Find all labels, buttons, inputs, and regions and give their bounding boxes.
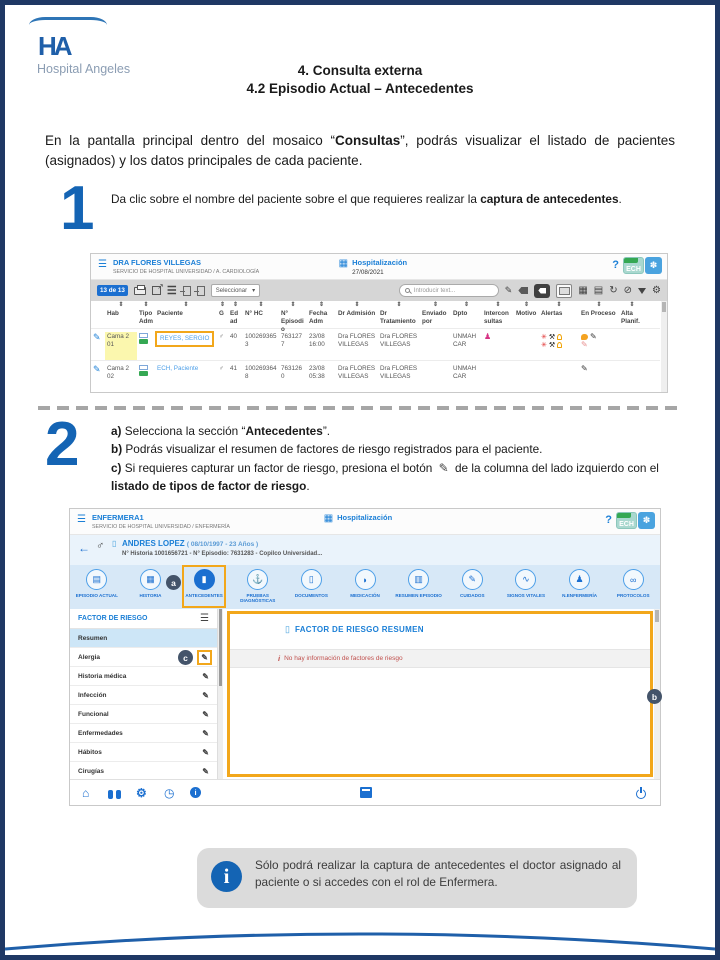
binoculars-icon[interactable] [108,790,121,799]
help-button[interactable]: ? [612,259,619,271]
chip-blue-icon [139,333,148,338]
column-header[interactable]: ⇕ Tipo Adm [139,302,153,325]
patient-row [91,328,660,360]
edit-risk-button[interactable]: ✎ [202,766,209,776]
tab-icon: ▯ [301,569,322,590]
virus-icon: ✳ [541,341,547,349]
info-icon[interactable]: i [190,787,201,798]
tab-icon: ▤ [86,569,107,590]
tool-icon: ⚒ [548,341,556,349]
sort-icon: ⇕ [143,302,149,308]
dashed-divider [38,406,682,410]
step-1-text: Da clic sobre el nombre del paciente sobre el que requieres realizar la captura de antecedentes. [111,192,622,206]
edad-cell: 41 [230,365,238,372]
note-info-icon: i [211,861,242,892]
risk-item-historia-médica[interactable]: Historia médica ✎ [70,667,217,686]
app-header [70,509,660,535]
clock-icon[interactable]: ◷ [164,785,175,800]
menu-icon[interactable]: ☰ [98,259,107,270]
risk-sidebar [70,609,218,779]
risk-item-infección[interactable]: Infección ✎ [70,686,217,705]
tool-icon: ⚒ [548,333,556,341]
bell-icon [557,334,562,340]
risk-item-resumen[interactable]: Resumen [70,629,217,648]
footer-swoosh [5,917,715,951]
patient-meta: ( 08/10/1997 - 23 Años ) [186,541,259,548]
bell-icon [557,342,562,348]
patient-row [91,360,660,392]
step-2-text: a) Selecciona la sección “Antecedentes”. b) Podrás visualizar el resumen de factores de riesgo registrados para el paciente. c) Si requieres capturar un factor de riesgo, presiona el botón ✎ de la columna del lado izquierdo con el listado de tipos de factor de riesgo. [111,424,659,494]
tab-historia[interactable]: ▦ HISTORIA [124,565,178,609]
column-header[interactable]: ⇕ N° Episodio [281,302,304,333]
patient-name-link[interactable]: REYES, SERGIO [155,331,214,347]
chip-blue-icon [139,365,148,370]
service-label: SERVICIO DE HOSPITAL UNIVERSIDAD / ENFERMERÍA [92,524,230,530]
risk-item-alergia[interactable]: Alergia c ✎ [70,648,217,667]
gender-cell: ♂ [219,365,224,372]
nhc-cell: 1002693653 [245,333,277,348]
antecedentes-content [70,609,660,779]
alertas-cell [539,364,579,366]
motivo-cell [514,332,539,334]
edit-risk-button[interactable]: ✎ [202,671,209,681]
card-view-button[interactable] [556,284,572,298]
step-1-number: 1 [60,174,95,243]
sidebar-title: FACTOR DE RIESGO [78,615,148,622]
interconsultas-cell [482,364,514,366]
info-i-icon: i [278,654,281,663]
enviado_por-cell [420,364,451,366]
section-title: 4. Consulta externa [297,63,423,78]
dr_tratamiento-cell: Dra FLORES VILLEGAS [380,333,418,348]
enviado_por-cell [420,332,451,334]
sort-icon: ⇕ [118,302,124,308]
gender-male-icon: ♂ [96,540,105,552]
tab-n-enfermería[interactable]: ♟ N.ENFERMERÍA [553,565,607,609]
edit-row-button[interactable] [91,332,105,344]
power-icon[interactable] [636,789,646,799]
interconsultas-cell [482,332,514,343]
callout-b-badge: b [647,689,662,704]
menu-icon[interactable]: ☰ [77,514,86,525]
sort-icon: ⇕ [523,302,530,308]
sort-icon: ⇕ [396,302,402,308]
sort-icon: ⇕ [432,302,439,308]
subsection-title: 4.2 Episodio Actual – Antecedentes [246,81,474,96]
risk-item-enfermedades[interactable]: Enfermedades ✎ [70,724,217,743]
logged-user: DRA FLORES VILLEGAS [113,258,202,267]
tab-icon: ▦ [140,569,161,590]
screenshot-antecedentes [69,508,661,806]
sort-icon: ⇕ [354,302,360,308]
discharge-icon[interactable] [183,286,191,296]
fecha-cell: 23/08 16:00 [309,333,325,348]
info-note [197,848,637,908]
sort-icon: ⇕ [596,302,602,308]
list-view-icon[interactable]: ▤ [593,285,604,296]
bed-cell: Cama 2 02 [107,365,130,380]
record-count-badge: 13 de 13 [97,285,128,296]
en-proceso-cell [579,364,619,374]
sort-icon: ⇕ [463,302,470,308]
sort-icon: ⇕ [232,302,239,308]
tab-icon: ⚓ [247,569,268,590]
alta-planif-cell [619,364,645,366]
alertas-cell [539,332,579,350]
summary-doc-icon: ▯ [285,624,290,634]
person-icon: ♟ [484,332,492,341]
hospital-icon: ▦ [323,513,334,524]
sort-icon: ⇕ [258,302,264,308]
nepisodio-cell: 7631260 [281,365,303,380]
external-link-icon[interactable] [152,286,161,295]
callout-c-badge: c [178,650,193,665]
column-header[interactable]: ⇕ Dr Admisión [338,302,376,317]
risk-summary-panel [227,611,653,777]
sidebar-scrollbar[interactable] [218,609,223,779]
sort-icon: ⇕ [629,302,635,308]
tag-icon[interactable] [518,287,528,294]
hospital-icon: ▦ [338,258,349,269]
column-header[interactable]: ⇕ Dpto [451,301,482,319]
column-header[interactable]: ⇕ En Proceso [581,302,616,317]
search-input[interactable]: Introducir text... [399,284,499,297]
motivo-cell [514,364,539,366]
pencil-icon: ✎ [590,332,597,341]
pencil-icon: ✎ [438,460,449,475]
hospital-angeles-logo: HA [38,31,70,61]
tab-medicación[interactable]: ◗ MEDICACIÓN [338,565,392,609]
edit-risk-button[interactable]: ✎ [202,747,209,757]
select-dropdown[interactable]: Seleccionar ▾ [211,284,260,297]
home-icon[interactable]: ⌂ [82,785,90,800]
column-header[interactable]: ⇕ Edad [228,301,243,327]
back-arrow-icon[interactable]: ← [78,541,90,555]
sort-icon: ⇕ [318,302,325,308]
dr_tratamiento-cell: Dra FLORES VILLEGAS [380,365,418,380]
list-toolbar [91,280,667,301]
patient-bar [70,535,660,565]
nhc-cell: 1002693648 [245,365,277,380]
dpto-cell: UNMAHCAR [453,333,477,348]
column-header[interactable]: ⇕ Interconsultas [482,301,514,327]
app-footer [70,779,660,805]
pencil-pink-icon: ✎ [581,340,588,349]
filter-icon[interactable] [638,288,646,294]
sort-icon: ⇕ [290,302,296,308]
fecha-cell: 23/08 05:38 [309,365,325,380]
ech-logo: ECH ✽ [616,512,655,529]
empty-message: i No hay información de factores de riesgo [230,649,650,668]
tab-protocolos[interactable]: ∞ PROTOCOLOS [606,565,660,609]
callout-a-badge: a [166,575,181,590]
sort-icon: ⇕ [183,302,189,308]
tab-signos-vitales[interactable]: ∿ SIGNOS VITALES [499,565,553,609]
app-header [91,254,667,280]
tab-icon: ✎ [462,569,483,590]
column-header[interactable]: ⇕ Paciente [155,301,217,319]
chip-green-icon [139,371,148,376]
tab-icon: ∞ [623,569,644,590]
edit-risk-button[interactable]: ✎ [202,728,209,738]
ech-logo: ECH ✽ [623,257,662,274]
edit-risk-button[interactable]: ✎ [202,690,209,700]
ech-flower-icon: ✽ [638,512,655,529]
column-header[interactable]: ⇕ Dr Tratamiento [378,301,420,327]
column-header[interactable]: ⇕ Hab [105,301,137,319]
list-menu-icon[interactable]: ☰ [166,285,177,297]
tab-antecedentes[interactable]: ▮ ANTECEDENTES [177,565,231,609]
edit-risk-button[interactable]: ✎ [202,709,209,719]
column-header[interactable]: ⇕ Alta Planif. [619,301,645,327]
column-header[interactable]: ⇕ G [219,302,226,317]
patient-name-link[interactable]: ECH, Paciente [157,365,199,372]
settings-gear-icon[interactable]: ⚙ [652,285,661,296]
cancel-icon[interactable]: ⊘ [623,285,633,296]
pencil-icon: ✎ [581,364,588,373]
module-title: Hospitalización [337,513,393,522]
edit-risk-button[interactable]: ✎ [197,650,212,665]
column-header[interactable]: ⇕ N° HC [243,301,279,319]
archive-icon[interactable] [360,787,372,798]
refresh-icon[interactable]: ↻ [609,285,618,296]
section-tabs [70,565,660,609]
sort-icon: ⇕ [556,302,562,308]
tab-resumen-episodio[interactable]: ▥ RESUMEN EPISODIO [392,565,446,609]
tab-icon: ♟ [569,569,590,590]
pencil-blue-icon: ✎ [93,332,101,342]
dr_admision-cell: Dra FLORES VILLEGAS [338,333,376,348]
risk-item-cirugías[interactable]: Cirugías ✎ [70,762,217,781]
column-header[interactable]: ⇕ Fecha Adm [307,301,336,327]
tag-white-icon [538,288,546,294]
logged-user: ENFERMERA1 [92,513,144,522]
admission-type-icons [137,364,155,377]
tab-cuidados[interactable]: ✎ CUIDADOS [445,565,499,609]
column-header[interactable]: ⇕ Motivo [516,302,537,317]
sort-icon: ⇕ [495,302,501,308]
sidebar-menu-icon[interactable]: ☰ [200,613,209,624]
vertical-scrollbar[interactable] [661,301,667,392]
tab-icon: ▥ [408,569,429,590]
tab-documentos[interactable]: ▯ DOCUMENTOS [285,565,339,609]
risk-item-hábitos[interactable]: Hábitos ✎ [70,743,217,762]
transfer-icon[interactable] [197,286,205,296]
chip-green-icon [139,339,148,344]
bed-cell: Cama 2 01 [105,332,137,360]
dr_admision-cell: Dra FLORES VILLEGAS [338,365,376,380]
admission-type-icons [137,332,155,345]
patient-name: ANDRES LOPEZ ( 08/10/1997 - 23 Años ) [122,539,259,548]
hospital-angeles-brand: Hospital Angeles [37,62,131,76]
gear-icon[interactable]: ⚙ [136,785,147,800]
tag-view-button[interactable] [534,284,550,298]
tab-episodio-actual[interactable]: ▤ EPISODIO ACTUAL [70,565,124,609]
pen-icon[interactable]: ✎ [504,285,513,295]
service-label: SERVICIO DE HOSPITAL UNIVERSIDAD / A. CARDIOLOGÍA [113,269,260,275]
virus-icon: ✳ [541,333,547,341]
alta-planif-cell [619,332,645,334]
module-date: 27/08/2021 [352,269,384,276]
patient-doc-icon: ▯ [112,539,117,548]
patient-details: N° Historia 1001656721 - N° Episodio: 7631283 - Copilco Universidad... [122,551,323,557]
step-2-number: 2 [45,410,80,479]
tab-pruebas-diagnósticas[interactable]: ⚓ PRUEBAS DIAGNÓSTICAS [231,565,285,609]
risk-item-funcional[interactable]: Funcional ✎ [70,705,217,724]
note-text: Sólo podrá realizar la captura de antecedentes el doctor asignado al paciente o si accedes con el rol de Enfermera. [255,858,621,889]
tab-icon: ▮ [194,569,215,590]
print-icon[interactable] [134,287,146,295]
search-icon [405,288,410,293]
column-header[interactable]: ⇕ Alertas [539,301,579,319]
dpto-cell: UNMAHCAR [453,365,477,380]
chevron-down-icon: ▾ [252,288,256,294]
nepisodio-cell: 7631277 [281,333,303,348]
screenshot-patient-list [90,253,668,393]
gender-cell: ♂ [219,333,224,340]
module-title: Hospitalización [352,258,408,267]
tab-icon: ∿ [515,569,536,590]
intro-paragraph: En la pantalla principal dentro del mosaico “Consultas”, podrás visualizar el listado de pacientes (asignados) y los datos principales de cada paciente. [45,132,675,168]
ech-flower-icon: ✽ [645,257,662,274]
column-header[interactable]: ⇕ Enviado por [420,301,451,327]
panel-title: FACTOR DE RIESGO RESUMEN [294,625,424,634]
edit-row-button[interactable] [91,364,105,376]
en-proceso-cell [579,332,619,350]
sort-icon: ⇕ [219,302,226,308]
grid-view-icon[interactable]: ▦ [578,285,588,296]
patient-table [91,301,660,392]
tab-icon: ◗ [355,569,376,590]
pencil-blue-icon: ✎ [93,364,101,374]
help-button[interactable]: ? [605,514,612,526]
edad-cell: 40 [230,333,238,340]
